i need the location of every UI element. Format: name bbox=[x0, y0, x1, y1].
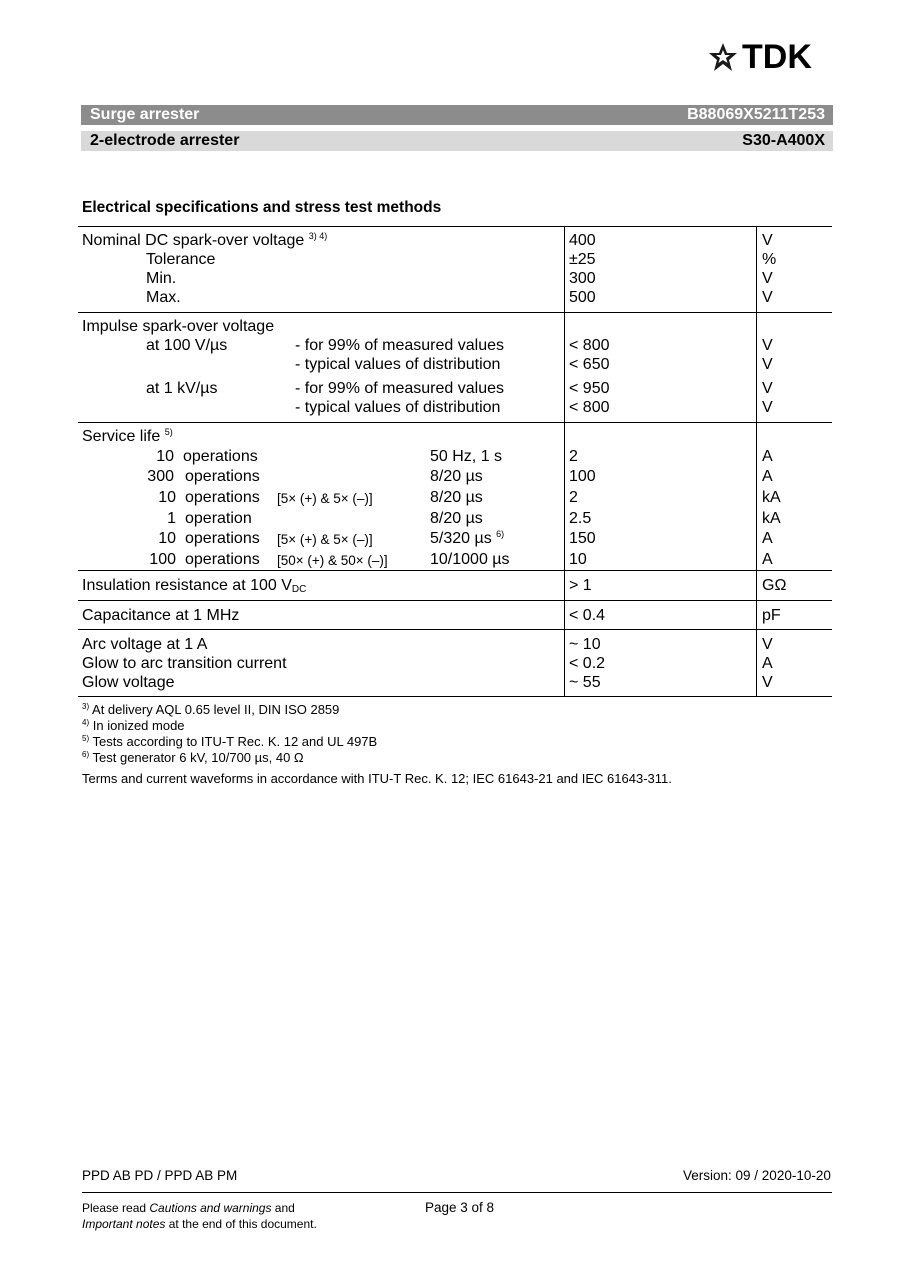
table-rule bbox=[78, 629, 832, 630]
service-count: 10 bbox=[158, 489, 176, 506]
impulse-rate: at 1 kV/µs bbox=[146, 380, 218, 397]
dc-min-value: 300 bbox=[569, 270, 596, 287]
insulation-label: Insulation resistance at 100 $V_{DC}$ bbox=[82, 577, 307, 595]
service-wave: 50 Hz, 1 s bbox=[430, 448, 503, 465]
section-title: Electrical specifications and stress test methods bbox=[82, 199, 442, 216]
service-unit: kA bbox=[762, 489, 781, 506]
service-value: 100 bbox=[569, 468, 596, 485]
impulse-unit: V bbox=[762, 380, 773, 397]
service-unit: kA bbox=[762, 510, 781, 527]
capacitance-label: Capacitance at 1 MHz bbox=[82, 607, 240, 624]
dc-sparkover-label: Nominal DC spark-over voltage $^{3) 4)}$ bbox=[82, 231, 328, 249]
glow-arc-current-value: < 0.2 bbox=[569, 655, 606, 672]
capacitance-unit: pF bbox=[762, 607, 781, 624]
impulse-desc: - typical values of distribution bbox=[295, 356, 501, 373]
service-count: 300 bbox=[147, 468, 174, 485]
arc-voltage-value: ~ 10 bbox=[569, 636, 601, 653]
service-op: operation bbox=[185, 510, 252, 527]
service-polarity: [50× (+) & 50× (–)] bbox=[277, 553, 388, 568]
dc-min-unit: V bbox=[762, 270, 773, 287]
impulse-desc: - for 99% of measured values bbox=[295, 337, 504, 354]
dc-nominal-unit: V bbox=[762, 232, 773, 249]
service-wave: 8/20 µs bbox=[430, 468, 483, 485]
impulse-rate: at 100 V/µs bbox=[146, 337, 228, 354]
service-op: operations bbox=[185, 551, 260, 568]
terms-note: Terms and current waveforms in accordance with ITU-T Rec. K. 12; IEC 61643-21 and IEC 61643-311. bbox=[82, 771, 672, 786]
service-wave: 10/1000 µs bbox=[430, 551, 510, 568]
part-number: B88069X5211T253 bbox=[687, 106, 825, 123]
dc-max-unit: V bbox=[762, 289, 773, 306]
table-rule bbox=[78, 696, 832, 697]
dc-tolerance-value: ±25 bbox=[569, 251, 596, 268]
service-value: 2 bbox=[569, 448, 578, 465]
impulse-label: Impulse spark-over voltage bbox=[82, 318, 275, 335]
service-count: 1 bbox=[167, 510, 176, 527]
important-notes-link: Important notes bbox=[82, 1217, 166, 1231]
dc-tolerance-unit: % bbox=[762, 251, 777, 268]
service-polarity: [5× (+) & 5× (–)] bbox=[277, 491, 373, 506]
tdk-emblem-icon bbox=[708, 42, 738, 72]
product-subtype: 2-electrode arrester bbox=[90, 132, 240, 149]
service-count: 10 bbox=[156, 448, 174, 465]
tdk-logo bbox=[708, 40, 838, 74]
service-unit: A bbox=[762, 468, 773, 485]
impulse-value: < 800 bbox=[569, 399, 610, 416]
service-life-label: Service life $^{5)}$ bbox=[82, 427, 173, 445]
arc-voltage-label: Arc voltage at 1 A bbox=[82, 636, 208, 653]
impulse-unit: V bbox=[762, 356, 773, 373]
table-rule bbox=[78, 600, 832, 601]
service-value: 10 bbox=[569, 551, 587, 568]
service-op: operations bbox=[185, 489, 260, 506]
logo-text: TDK bbox=[742, 38, 812, 76]
header-bar-primary bbox=[81, 105, 833, 125]
service-wave: 5/320 µs $^{6)}$ bbox=[430, 529, 505, 547]
impulse-desc: - for 99% of measured values bbox=[295, 380, 504, 397]
column-divider bbox=[756, 226, 757, 697]
table-rule bbox=[78, 226, 832, 227]
service-op: operations bbox=[185, 530, 260, 547]
insulation-value: > 1 bbox=[569, 577, 592, 594]
service-count: 100 bbox=[149, 551, 176, 568]
service-unit: A bbox=[762, 551, 773, 568]
footnote: $^{5)}$ Tests according to ITU-T Rec. K. 12 and UL 497B bbox=[82, 734, 378, 749]
column-divider bbox=[564, 226, 565, 697]
table-rule bbox=[78, 570, 832, 571]
footer-note-line2: Important notes at the end of this document. bbox=[82, 1217, 317, 1231]
service-polarity: [5× (+) & 5× (–)] bbox=[277, 532, 373, 547]
arc-voltage-unit: V bbox=[762, 636, 773, 653]
footnote: $^{3)}$ At delivery AQL 0.65 level II, DIN ISO 2859 bbox=[82, 702, 340, 717]
glow-voltage-value: ~ 55 bbox=[569, 674, 601, 691]
model-number: S30-A400X bbox=[742, 132, 825, 149]
footer-dept: PPD AB PD / PPD AB PM bbox=[82, 1168, 238, 1183]
insulation-unit: GΩ bbox=[762, 577, 787, 594]
service-value: 2.5 bbox=[569, 510, 592, 527]
product-type: Surge arrester bbox=[90, 106, 200, 123]
table-rule bbox=[78, 312, 832, 313]
service-wave: 8/20 µs bbox=[430, 489, 483, 506]
impulse-value: < 950 bbox=[569, 380, 610, 397]
dc-max-label: Max. bbox=[146, 289, 181, 306]
dc-nominal-value: 400 bbox=[569, 232, 596, 249]
service-unit: A bbox=[762, 530, 773, 547]
footer-version: Version: 09 / 2020-10-20 bbox=[683, 1168, 831, 1183]
service-count: 10 bbox=[158, 530, 176, 547]
impulse-value: < 800 bbox=[569, 337, 610, 354]
impulse-unit: V bbox=[762, 337, 773, 354]
footnote: $^{4)}$ In ionized mode bbox=[82, 718, 185, 733]
dc-min-label: Min. bbox=[146, 270, 177, 287]
glow-arc-current-unit: A bbox=[762, 655, 773, 672]
cautions-link: Cautions and warnings bbox=[149, 1201, 272, 1215]
service-unit: A bbox=[762, 448, 773, 465]
page-number: Page 3 of 8 bbox=[425, 1200, 495, 1215]
glow-arc-current-label: Glow to arc transition current bbox=[82, 655, 287, 672]
table-rule bbox=[78, 422, 832, 423]
glow-voltage-unit: V bbox=[762, 674, 773, 691]
header-bar-secondary bbox=[81, 131, 833, 151]
service-value: 150 bbox=[569, 530, 596, 547]
service-op: operations bbox=[183, 448, 258, 465]
service-op: operations bbox=[185, 468, 260, 485]
capacitance-value: < 0.4 bbox=[569, 607, 606, 624]
dc-max-value: 500 bbox=[569, 289, 596, 306]
glow-voltage-label: Glow voltage bbox=[82, 674, 175, 691]
footnote: $^{6)}$ Test generator 6 kV, 10/700 µs, 40 Ω bbox=[82, 750, 304, 765]
impulse-unit: V bbox=[762, 399, 773, 416]
dc-tolerance-label: Tolerance bbox=[146, 251, 216, 268]
impulse-desc: - typical values of distribution bbox=[295, 399, 501, 416]
impulse-value: < 650 bbox=[569, 356, 610, 373]
footer-note-line1: Please read Cautions and warnings and bbox=[82, 1201, 295, 1215]
service-value: 2 bbox=[569, 489, 578, 506]
service-wave: 8/20 µs bbox=[430, 510, 483, 527]
footer-divider bbox=[82, 1192, 832, 1193]
